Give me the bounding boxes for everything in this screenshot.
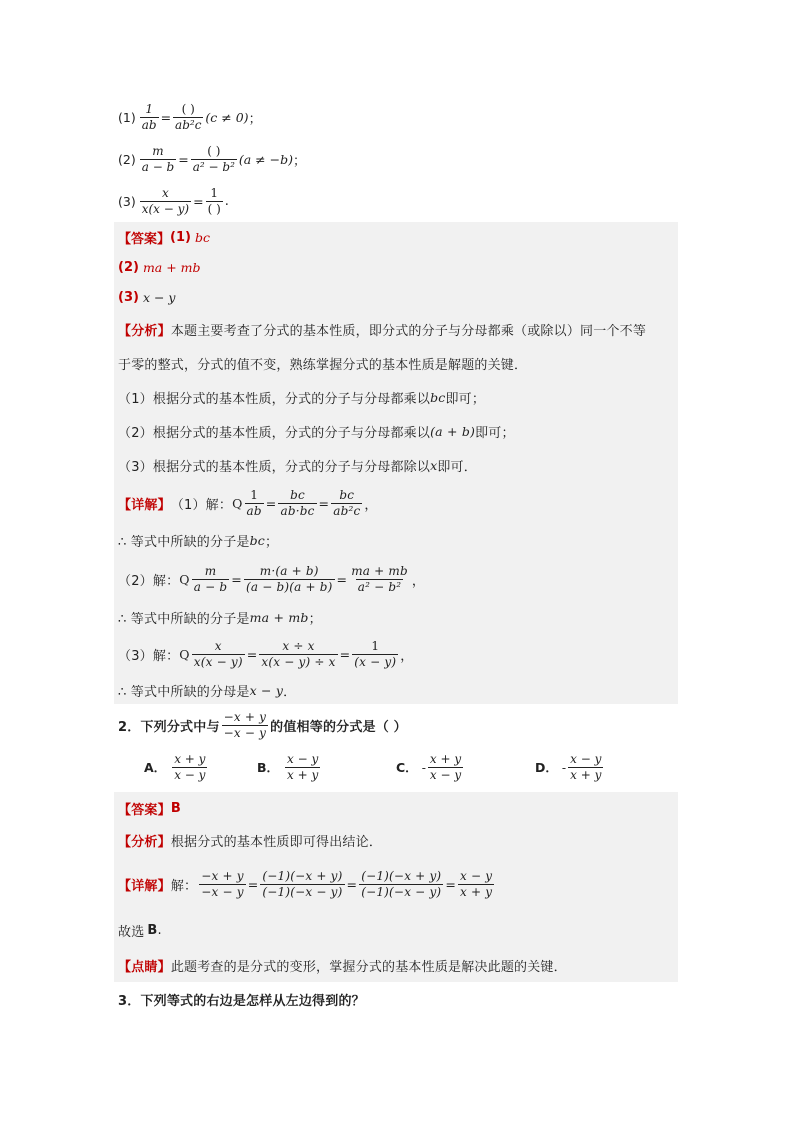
analysis-line-2: 于零的整式，分式的值不变，熟练掌握分式的基本性质是解题的关键． [118, 357, 528, 373]
answer-line-1: 【答案】 (1) bc [118, 229, 210, 247]
detail-step-3: （3）解： Q $\frac{x}{x(x - y)}$ = $\frac{x \div x}{x(x - y) \div x}$ = $\frac{1}{(x - y)}$ ， [118, 638, 414, 669]
fraction: $\frac{1}{ab}$ [246, 487, 262, 518]
analysis-tag: 【分析】 [118, 834, 171, 850]
q1-part3: (3) $\frac{x}{x(x - y)}$ = $\frac{1}{( )}$ . [118, 185, 229, 216]
analysis-item-1: （1）根据分式的基本性质，分式的分子与分母都乘以 bc 即可； [118, 389, 486, 407]
q1-part1: (1) $\frac{1}{ab}$ = $\frac{( )}{\text{ab²c}}$ (c ≠ 0) ； [118, 101, 262, 132]
detail-step-2: （2）解： Q $\frac{m}{a - b}$ = $\frac{m\cdot(a + b)}{(a - b)(a + b)}$ = $\frac{ma + mb}{\text{a² − b²}}$ ， [118, 563, 426, 594]
detail-step-1: 【详解】 （1）解： Q $\frac{1}{ab}$ = $\frac{bc}{ab\cdot bc}$ = $\frac{bc}{\text{ab²c}}$ ， [118, 487, 378, 518]
fraction: $\frac{bc}{\text{ab²c}}$ [333, 487, 361, 518]
detail-conclusion-1: ∴ 等式中所缺的分子是 bc ； [118, 532, 279, 550]
conclusion-2: 故选 B . [118, 922, 162, 940]
document-page [118, 96, 678, 1016]
fraction: $\frac{-x + y}{-x - y}$ [201, 868, 244, 899]
condition: (a ≠ −b) [238, 151, 293, 167]
fraction: $\frac{x - y}{x + y}$ [287, 751, 319, 782]
fraction: $\frac{m}{a - b}$ [141, 143, 175, 174]
analysis-item-2: （2）根据分式的基本性质，分式的分子与分母都乘以 (a + b) 即可； [118, 423, 515, 441]
detail-tag: 【详解】 [118, 497, 171, 513]
fraction: $\frac{( )}{\text{a² − b²}}$ [192, 143, 235, 174]
fraction: $\frac{(-1)(-x + y)}{(-1)(-x - y)}$ [262, 868, 343, 899]
answer-2: 【答案】 B [118, 800, 181, 818]
fraction: $\frac{m}{a - b}$ [193, 563, 228, 594]
comment-2: 【点睛】 此题考查的是分式的变形，掌握分式的基本性质是解决此题的关键． [118, 948, 678, 982]
detail-2: 【详解】 解： $\frac{-x + y}{-x - y}$ = $\frac{(-1)(-x + y)}{(-1)(-x - y)}$ = $\frac{(-1)(-x + y)}{(-1)(-x - y)}$ = $\frac{x - y}{x + y}$ [118, 868, 493, 899]
question-2: 2．下列分式中与 $\frac{-x + y}{-x - y}$ 的值相等的分式是（ ） [118, 709, 407, 740]
fraction: $\frac{x}{x(x - y)}$ [193, 638, 243, 669]
fraction: $\frac{x}{x(x - y)}$ [141, 185, 190, 216]
detail-tag: 【详解】 [118, 878, 171, 894]
fraction: $\frac{1}{(x - y)}$ [354, 638, 397, 669]
answer-tag: 【答案】 [118, 802, 171, 818]
because-symbol: Q [179, 646, 190, 662]
fraction: $\frac{x + y}{x - y}$ [174, 751, 206, 782]
question-3: 3．下列等式的右边是怎样从左边得到的？ [118, 993, 365, 1009]
solution-block-1 [114, 222, 678, 704]
comment-tag: 【点睛】 [118, 959, 171, 975]
analysis-tag: 【分析】 [118, 323, 171, 339]
answer-line-2: (2) ma + mb [118, 259, 201, 275]
part-label: (3) [118, 193, 136, 209]
option-d[interactable]: D． - $\frac{x - y}{x + y}$ [535, 751, 602, 782]
fraction: $\frac{-x + y}{-x - y}$ [223, 709, 267, 740]
answer-line-3: (3) x − y [118, 289, 176, 305]
fraction: $\frac{m\cdot(a + b)}{(a - b)(a + b)}$ [245, 563, 333, 594]
fraction: $\frac{x + y}{x - y}$ [429, 751, 462, 782]
detail-conclusion-2: ∴ 等式中所缺的分子是 ma + mb ； [118, 609, 322, 627]
fraction: $\frac{1}{( )}$ [207, 185, 221, 216]
fraction: $\frac{( )}{\text{ab²c}}$ [175, 101, 202, 132]
option-b[interactable]: B． $\frac{x - y}{x + y}$ [257, 751, 319, 782]
analysis-line-1: 【分析】 本题主要考查了分式的基本性质，即分式的分子与分母都乘（或除以）同一个不等 [118, 312, 678, 346]
fraction: $\frac{bc}{ab\cdot bc}$ [280, 487, 315, 518]
fraction: $\frac{ma + mb}{\text{a² − b²}}$ [351, 563, 408, 594]
part-label: (1) [118, 109, 136, 125]
fraction: $\frac{1}{ab}$ [141, 101, 157, 132]
fraction: $\frac{(-1)(-x + y)}{(-1)(-x - y)}$ [361, 868, 442, 899]
option-c[interactable]: C． - $\frac{x + y}{x - y}$ [396, 751, 462, 782]
analysis-item-3: （3）根据分式的基本性质，分式的分子与分母都除以 x 即可． [118, 457, 477, 475]
because-symbol: Q [179, 571, 190, 587]
solution-block-2 [114, 792, 678, 982]
condition: (c ≠ 0) [205, 109, 249, 125]
part-label: (2) [118, 151, 136, 167]
detail-conclusion-3: ∴ 等式中所缺的分母是 x − y ． [118, 682, 297, 700]
fraction: $\frac{x - y}{x + y}$ [570, 751, 602, 782]
analysis-2: 【分析】 根据分式的基本性质即可得出结论． [118, 824, 678, 856]
q1-part2: (2) $\frac{m}{a - b}$ = $\frac{( )}{\text{a² − b²}}$ (a ≠ −b) ； [118, 143, 306, 174]
answer-tag: 【答案】 [118, 231, 171, 247]
option-a[interactable]: A． $\frac{x + y}{x - y}$ [144, 751, 206, 782]
fraction: $\frac{x - y}{x + y}$ [460, 868, 493, 899]
because-symbol: Q [232, 495, 243, 511]
fraction: $\frac{x \div x}{x(x - y) \div x}$ [261, 638, 336, 669]
q2-options [118, 746, 678, 788]
